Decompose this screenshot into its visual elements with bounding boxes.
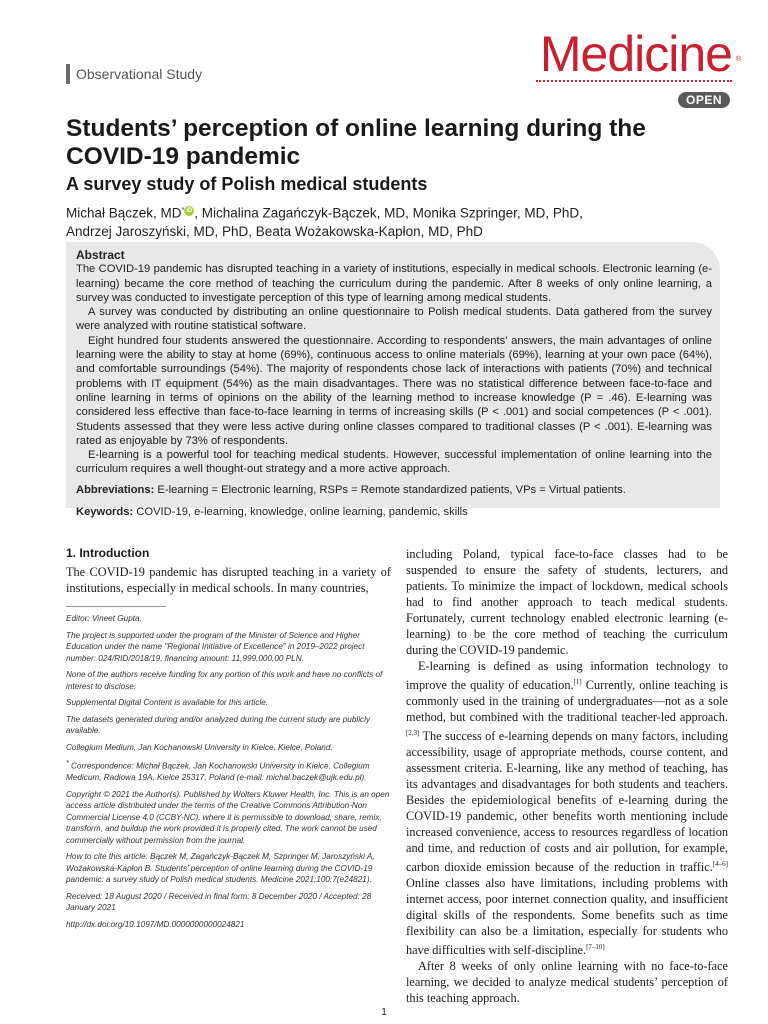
footnote-divider bbox=[66, 606, 166, 607]
abstract-conclusion: E-learning is a powerful tool for teaching medical students. However, successful implementation of online learning into the curriculum requires a well thought-out strategy and a more active approach. bbox=[76, 449, 712, 476]
intro-paragraph-1-cont: including Poland, typical face-to-face classes had to be suspended to ensure the safety of students, lecturers, and patients. To minimize the impact of lockdown, medical schools had to find another approach to teach medical students. Fortunately, current technology enabled electronic learning (e-learning) to be the core method of teaching the curriculum during the COVID-19 pandemic. bbox=[406, 547, 728, 657]
author-list: Michał Bączek, MD* iD , Michalina Zagańczyk-Bączek, MD, Monika Szpringer, MD, PhD, Andrzej Jaroszyński, MD, PhD, Beata Wożakowska-Kapłon, MD, PhD bbox=[66, 205, 583, 239]
intro-paragraph-3: After 8 weeks of only online learning with no face-to-face learning, we decided to analyze medical students’ perception of this teaching approach. bbox=[406, 959, 728, 1006]
abbreviations: Abbreviations: E-learning = Electronic learning, RSPs = Remote standardized patients, VPs = Virtual patients. bbox=[76, 483, 626, 496]
footnote-correspondence: * Correspondence: Michał Bączek, Jan Kochanowski University in Kielce, Collegium Medicum, Radiowa 19A, Kielce 25317, Poland (e-mail: michal.baczek@ujk.edu.pl). bbox=[66, 760, 370, 783]
footnote-dates: Received: 18 August 2020 / Received in final form: 8 December 2020 / Accepted: 28 January 2021 bbox=[66, 891, 372, 913]
footnote-supplemental: Supplemental Digital Content is available for this article. bbox=[66, 698, 269, 707]
abstract-heading: Abstract bbox=[76, 248, 125, 262]
footnote-affiliation: Collegium Medium, Jan Kochanowski University in Kielce, Kielce, Poland. bbox=[66, 742, 333, 752]
abstract-methods: A survey was conducted by distributing an online questionnaire to Polish medical students. Data gathered from the survey were analyzed with routine statistical software. bbox=[76, 306, 712, 333]
right-column bbox=[406, 546, 728, 1006]
citation-ref[interactable]: [4–6] bbox=[712, 860, 728, 869]
footnote-funding: The project is supported under the program of the Minister of Science and Higher Education under the name "Regional Initiative of Excellence" in 2019–2022 project number: 024/RID/2018/19, financing amount: 11,999,000,00 PLN. bbox=[66, 630, 365, 663]
article-title: Students’ perception of online learning during the COVID-19 pandemic bbox=[66, 115, 646, 170]
left-column bbox=[66, 546, 391, 935]
footnote-editor: Editor: Vineet Gupta. bbox=[66, 614, 142, 623]
footnote-datasets: The datasets generated during and/or analyzed during the current study are publicly available. bbox=[66, 714, 371, 735]
page-number: 1 bbox=[381, 1007, 387, 1018]
citation-ref[interactable]: [1] bbox=[573, 678, 582, 686]
footnote-copyright: Copyright © 2021 the Author(s). Published by Wolters Kluwer Health, Inc. This is an open access article distributed under the terms of the Creative Commons Attribution-Non Commercial License 4.0 (CCBY-NC), where it is permissible to download, share, remix, transform, and buildup the work provided it is properly cited. The work cannot be used commercially without permission from the journal. bbox=[66, 789, 390, 845]
journal-name: Medicine ® bbox=[539, 26, 740, 82]
orcid-icon[interactable]: iD bbox=[186, 207, 193, 214]
abstract-results: Eight hundred four students answered the questionnaire. According to respondents’ answers, the main advantages of online learning were the ability to stay at home (69%), continuous access to online materials (69%), learning at your own pace (64%), and comfortable surroundings (54%). The majority of respondents chose lack of interactions with patients (70%) and technical problems with IT equipment (54%) as the main disadvantages. There was no statistical difference between face-to-face and online learning in terms of opinions on the ability of the learning method to increase knowledge (P = .46). E-learning was considered less effective than face-to-face learning in terms of increasing skills (P < .001) and social competences (P < .001). Students assessed that they were less active during online classes compared to traditional classes (P < .001). E-learning was rated as enjoyable by 73% of respondents. bbox=[76, 334, 712, 447]
article-subtitle: A survey study of Polish medical students bbox=[66, 174, 428, 194]
citation-ref[interactable]: [2,3] bbox=[406, 729, 420, 738]
section-tag bbox=[66, 64, 202, 84]
footnote-conflicts: None of the authors receive funding for any portion of this work and have no conflicts of interest to disclose. bbox=[66, 670, 383, 691]
section-tag-bar bbox=[66, 64, 70, 84]
section-label: Observational Study bbox=[76, 66, 203, 82]
intro-paragraph-2: E-learning is defined as using information technology to improve the quality of education.[1] Currently, online teaching is commonly used in the training of undergraduates—not as a sole method, but combined with the traditional teacher-led approach.[2,3] The success of e-learning depends on many factors, including accessibility, usage of appropriate methods, course content, and assessment criteria. E-learning, like any method of teaching, has its advantages and disadvantages for both students and teachers. Besides the epidemiological benefits of e-learning during the COVID-19 pandemic, other benefits worth mentioning include increased convenience, access to resources regardless of location and time, and reduction of costs and air pollution, for example, carbon dioxide emission because of the reduction in traffic.[4–6] Online classes also have limitations, including problems with internet access, poor internet connection quality, and insufficient digital skills of the respondents. Some benefits such as time flexibility can also be a limitation, especially for students who have difficulties with self-discipline.[7–10] bbox=[406, 659, 728, 958]
doi-link[interactable]: http://dx.doi.org/10.1097/MD.0000000000024821 bbox=[66, 919, 245, 929]
abstract-box bbox=[66, 242, 720, 519]
intro-paragraph-1: The COVID-19 pandemic has disrupted teaching in a variety of institutions, especially in medical schools. In many countries, bbox=[66, 565, 391, 595]
footnote-citation: How to cite this article: Bączek M, Zagańczyk-Bączek M, Szpringer M, Jaroszyński A, Wożakowska-Kapłon B. Students’ perception of online learning during the COVID-19 pandemic: a survey study of Polish medical students. Medicine 2021;100:7(e24821). bbox=[66, 852, 375, 885]
abstract-background: The COVID-19 pandemic has disrupted teaching in a variety of institutions, especially in medical schools. Electronic learning (e-learning) became the core method of teaching the curriculum during the pandemic. After 8 weeks of only online learning, a survey was conducted to investigate perception of this type of learning among medical students. bbox=[76, 263, 712, 304]
section-heading-introduction: 1. Introduction bbox=[66, 546, 150, 560]
citation-ref[interactable]: [7–10] bbox=[586, 943, 605, 952]
open-access-badge: OPEN bbox=[678, 92, 730, 108]
journal-logo bbox=[536, 26, 740, 82]
keywords: Keywords: COVID-19, e-learning, knowledge, online learning, pandemic, skills bbox=[76, 506, 468, 519]
footnotes bbox=[66, 613, 396, 930]
